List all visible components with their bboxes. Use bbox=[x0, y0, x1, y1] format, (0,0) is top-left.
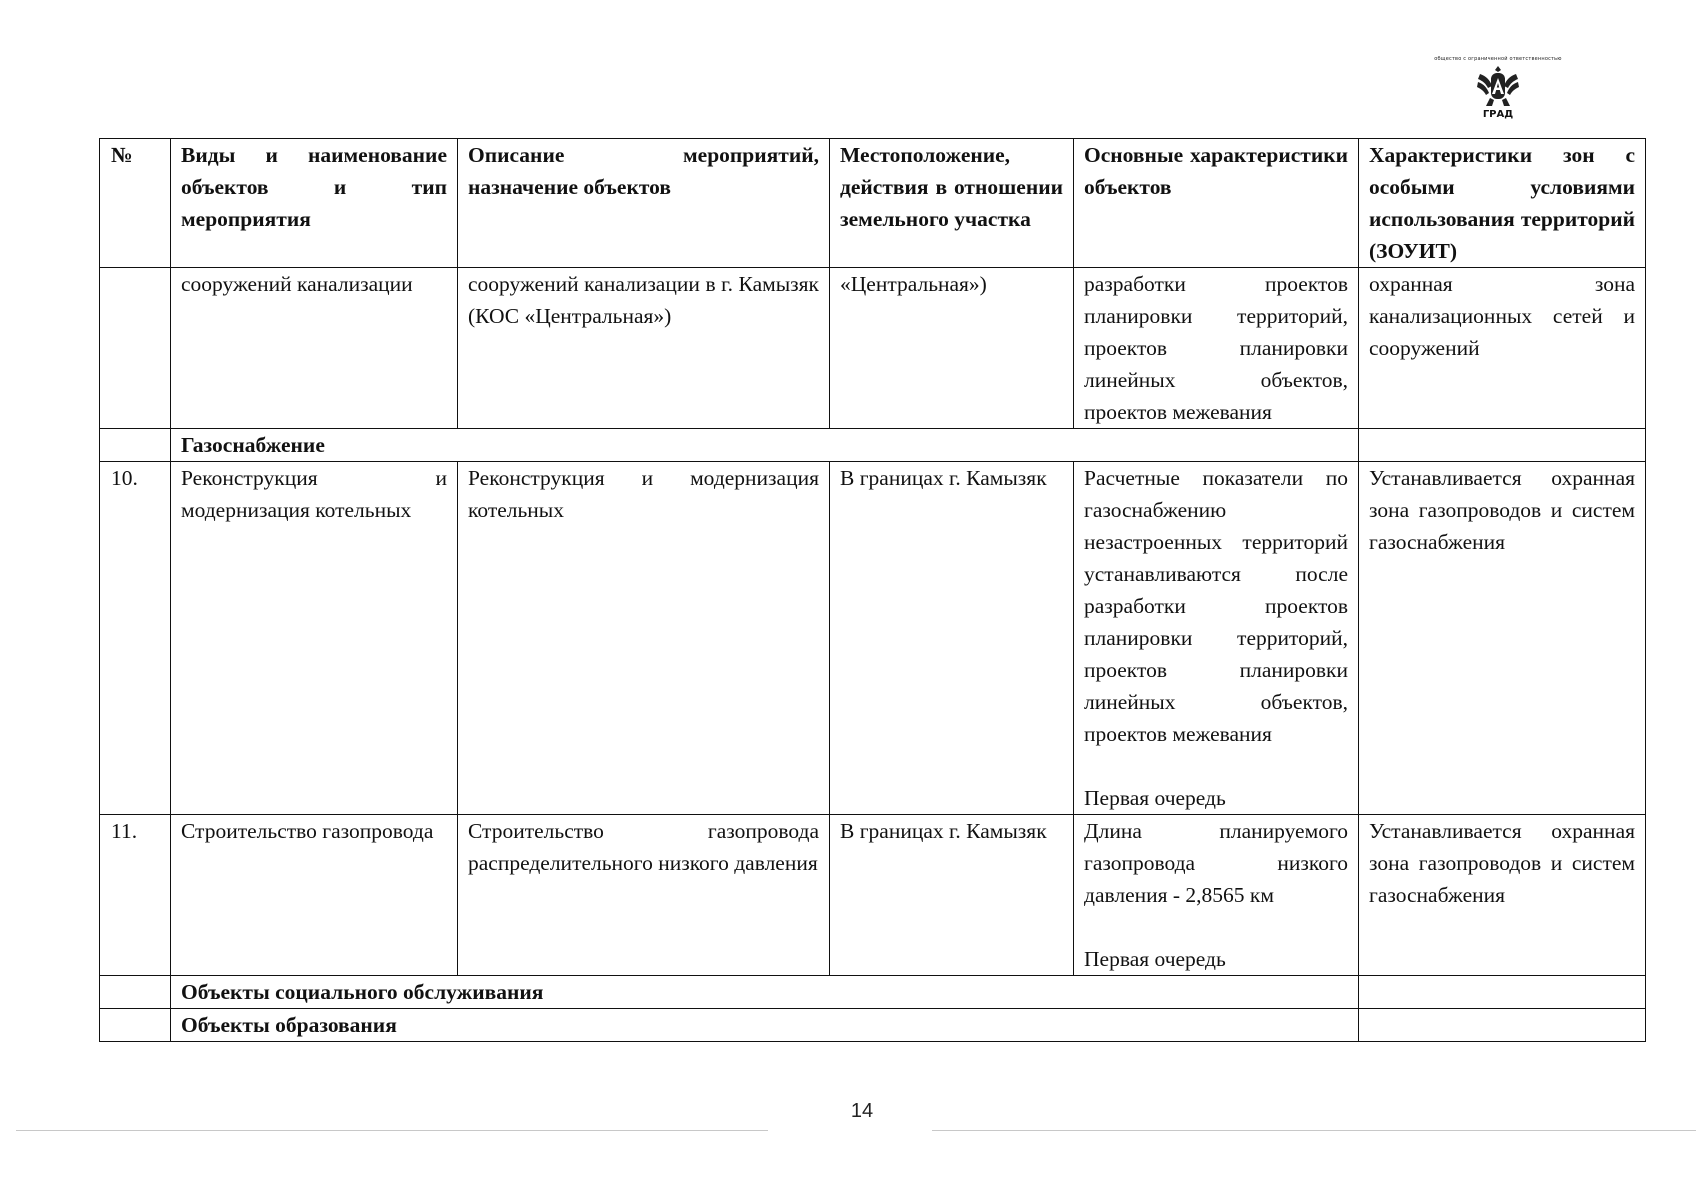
page-footer bbox=[16, 1100, 1680, 1140]
cell-location: «Центральная») bbox=[830, 268, 1074, 429]
cell-characteristics: Расчетные показатели по газоснабжению незастроенных территорий устанавливаются после разработки проектов планировки территорий, проектов планировки линейных объектов, проектов межевания Первая очередь bbox=[1074, 462, 1359, 815]
cell-description: сооружений канализации в г. Камызяк (КОС «Центральная») bbox=[458, 268, 830, 429]
header-location: Местоположение, действия в отношении земельного участка bbox=[830, 139, 1074, 268]
cell-number: 11. bbox=[100, 815, 171, 976]
section-title-education: Объекты образования bbox=[171, 1009, 1359, 1042]
cell-characteristics: разработки проектов планировки территорий, проектов планировки линейных объектов, проектов межевания bbox=[1074, 268, 1359, 429]
header-zones: Характеристики зон с особыми условиями использования территорий (ЗОУИТ) bbox=[1359, 139, 1646, 268]
table-row bbox=[100, 462, 1646, 815]
objects-table bbox=[99, 138, 1646, 1042]
table-row bbox=[100, 815, 1646, 976]
section-title-gas: Газоснабжение bbox=[171, 429, 1359, 462]
section-row-social bbox=[100, 976, 1646, 1009]
header-characteristics: Основные характеристики объектов bbox=[1074, 139, 1359, 268]
cell-characteristics: Длина планируемого газопровода низкого давления - 2,8565 км Первая очередь bbox=[1074, 815, 1359, 976]
logo-brand-text: ГРАД bbox=[1482, 109, 1514, 120]
header-object-type: Виды и наименование объектов и тип мероприятия bbox=[171, 139, 458, 268]
header-description: Описание мероприятий, назначение объектов bbox=[458, 139, 830, 268]
table-row bbox=[100, 268, 1646, 429]
cell-location: В границах г. Камызяк bbox=[830, 815, 1074, 976]
eagle-emblem-icon bbox=[1476, 64, 1520, 110]
cell-object-name: сооружений канализации bbox=[171, 268, 458, 429]
cell-number: 10. bbox=[100, 462, 171, 815]
company-logo bbox=[1424, 56, 1572, 136]
cell-object-name: Строительство газопровода bbox=[171, 815, 458, 976]
queue-label: Первая очередь bbox=[1084, 786, 1226, 810]
header-number: № bbox=[100, 139, 171, 268]
cell-object-name: Реконструкция и модернизация котельных bbox=[171, 462, 458, 815]
cell-zones: охранная зона канализационных сетей и сооружений bbox=[1359, 268, 1646, 429]
cell-zones: Устанавливается охранная зона газопроводов и систем газоснабжения bbox=[1359, 815, 1646, 976]
queue-label: Первая очередь bbox=[1084, 947, 1226, 971]
section-title-social: Объекты социального обслуживания bbox=[171, 976, 1359, 1009]
section-row-education bbox=[100, 1009, 1646, 1042]
table-header-row bbox=[100, 139, 1646, 268]
cell-description: Строительство газопровода распределительного низкого давления bbox=[458, 815, 830, 976]
cell-number bbox=[100, 268, 171, 429]
footer-divider-left bbox=[16, 1130, 768, 1131]
footer-divider-right bbox=[932, 1130, 1696, 1131]
logo-org-text: общество с ограниченной ответственностью bbox=[1434, 56, 1562, 62]
page-number: 14 bbox=[850, 1100, 874, 1122]
cell-zones: Устанавливается охранная зона газопроводов и систем газоснабжения bbox=[1359, 462, 1646, 815]
cell-description: Реконструкция и модернизация котельных bbox=[458, 462, 830, 815]
section-row-gas bbox=[100, 429, 1646, 462]
cell-location: В границах г. Камызяк bbox=[830, 462, 1074, 815]
